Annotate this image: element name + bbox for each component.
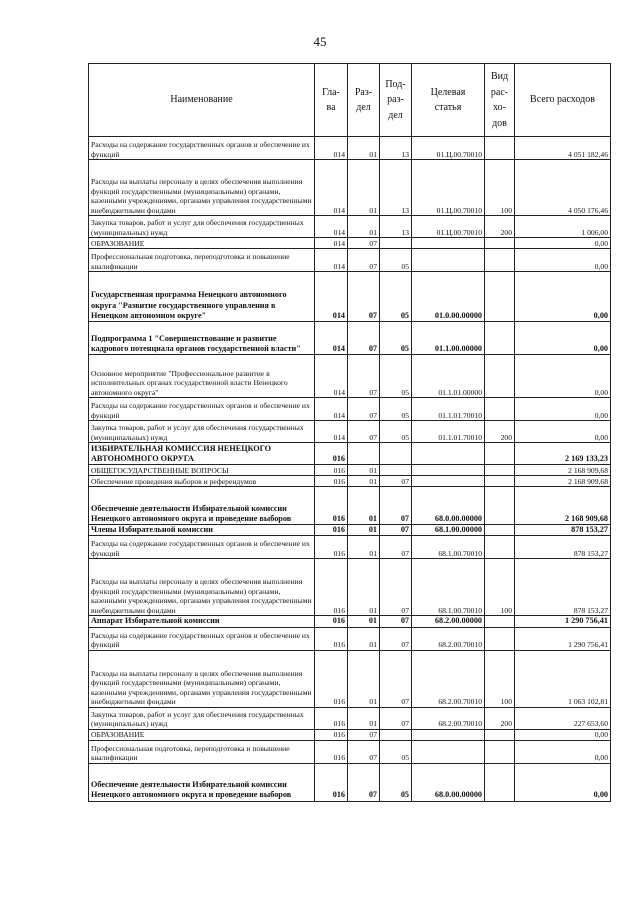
table-row <box>89 536 611 559</box>
row-total: 878 153,27 <box>515 559 611 616</box>
row-vid <box>485 627 515 650</box>
row-target <box>412 729 485 740</box>
row-razdel: 01 <box>348 536 380 559</box>
row-razdel: 07 <box>348 398 380 421</box>
row-razdel: 01 <box>348 487 380 525</box>
row-podrazdel: 13 <box>380 216 412 238</box>
row-podrazdel: 07 <box>380 627 412 650</box>
row-total: 878 153,27 <box>515 525 611 536</box>
row-target: 68.1.00.00000 <box>412 525 485 536</box>
table-row <box>89 525 611 536</box>
row-total: 1 006,00 <box>515 216 611 238</box>
row-razdel: 07 <box>348 740 380 763</box>
row-target: 68.0.00.00000 <box>412 487 485 525</box>
row-total: 0,00 <box>515 249 611 272</box>
row-total: 878 153,27 <box>515 536 611 559</box>
row-razdel: 01 <box>348 616 380 627</box>
row-vid <box>485 398 515 421</box>
row-glava: 014 <box>315 137 348 160</box>
table-row <box>89 322 611 355</box>
row-podrazdel: 05 <box>380 355 412 398</box>
table-row <box>89 249 611 272</box>
row-target: 01.1.01.00000 <box>412 355 485 398</box>
row-razdel: 01 <box>348 137 380 160</box>
table-row <box>89 443 611 465</box>
row-podrazdel <box>380 729 412 740</box>
row-vid <box>485 616 515 627</box>
table-row <box>89 763 611 801</box>
row-podrazdel: 13 <box>380 137 412 160</box>
row-target: 01.0.00.00000 <box>412 272 485 322</box>
row-total: 1 063 102,81 <box>515 650 611 707</box>
row-vid <box>485 536 515 559</box>
row-name: Расходы на содержание государственных органов и обеспечение их функций <box>89 137 315 160</box>
page-number: 45 <box>313 34 327 49</box>
row-podrazdel: 05 <box>380 322 412 355</box>
row-razdel: 07 <box>348 322 380 355</box>
row-glava: 016 <box>315 443 348 465</box>
budget-table <box>88 63 611 802</box>
row-total: 0,00 <box>515 322 611 355</box>
row-vid <box>485 740 515 763</box>
row-vid <box>485 465 515 476</box>
row-podrazdel <box>380 238 412 249</box>
row-glava: 016 <box>315 707 348 729</box>
row-glava: 016 <box>315 729 348 740</box>
row-razdel: 07 <box>348 238 380 249</box>
table-row <box>89 272 611 322</box>
row-name: Подпрограмма 1 "Совершенствование и развитие кадрового потенциала органов государственной власти" <box>89 322 315 355</box>
row-razdel: 07 <box>348 272 380 322</box>
row-name: Обеспечение деятельности Избирательной комиссии Ненецкого автономного округа и проведение выборов <box>89 487 315 525</box>
row-target: 68.0.00.00000 <box>412 763 485 801</box>
row-glava: 014 <box>315 238 348 249</box>
table-row <box>89 707 611 729</box>
table-row <box>89 398 611 421</box>
row-vid <box>485 322 515 355</box>
row-total: 2 168 909,68 <box>515 487 611 525</box>
row-target: 68.2.00.70010 <box>412 627 485 650</box>
table-row <box>89 238 611 249</box>
table-row <box>89 355 611 398</box>
row-total: 0,00 <box>515 398 611 421</box>
row-name: Расходы на содержание государственных органов и обеспечение их функций <box>89 627 315 650</box>
row-podrazdel: 05 <box>380 398 412 421</box>
row-total: 2 168 909,68 <box>515 476 611 487</box>
row-razdel: 01 <box>348 650 380 707</box>
row-name: Расходы на содержание государственных органов и обеспечение их функций <box>89 536 315 559</box>
row-glava: 016 <box>315 476 348 487</box>
row-target: 68.2.00.70010 <box>412 707 485 729</box>
row-podrazdel: 07 <box>380 650 412 707</box>
row-razdel: 07 <box>348 249 380 272</box>
row-name: ОБРАЗОВАНИЕ <box>89 729 315 740</box>
row-name: ОБЩЕГОСУДАРСТВЕННЫЕ ВОПРОСЫ <box>89 465 315 476</box>
row-glava: 014 <box>315 421 348 443</box>
row-target: 68.2.00.00000 <box>412 616 485 627</box>
row-podrazdel <box>380 443 412 465</box>
row-target <box>412 238 485 249</box>
row-razdel: 07 <box>348 763 380 801</box>
table-row <box>89 616 611 627</box>
row-target: 68.2.00.70010 <box>412 650 485 707</box>
header-target: Целевая статья <box>412 64 485 137</box>
row-target: 01.Ц.00.70010 <box>412 137 485 160</box>
row-total: 1 290 756,41 <box>515 627 611 650</box>
row-vid <box>485 763 515 801</box>
row-target: 01.1.01.70010 <box>412 421 485 443</box>
row-razdel: 01 <box>348 559 380 616</box>
row-name: Обеспечение деятельности Избирательной комиссии Ненецкого автономного округа и проведение выборов <box>89 763 315 801</box>
row-total: 0,00 <box>515 238 611 249</box>
row-vid <box>485 487 515 525</box>
table-row <box>89 729 611 740</box>
row-vid: 200 <box>485 216 515 238</box>
table-row <box>89 216 611 238</box>
table-row <box>89 650 611 707</box>
row-podrazdel: 07 <box>380 487 412 525</box>
row-target <box>412 465 485 476</box>
row-name: Государственная программа Ненецкого автономного округа "Развитие государственного управления в Ненецком автономном округе" <box>89 272 315 322</box>
header-razdel: Раз- дел <box>348 64 380 137</box>
row-target: 01.Ц.00.70010 <box>412 216 485 238</box>
header-total: Всего расходов <box>515 64 611 137</box>
row-vid <box>485 476 515 487</box>
row-name: ОБРАЗОВАНИЕ <box>89 238 315 249</box>
row-razdel: 01 <box>348 465 380 476</box>
row-total: 0,00 <box>515 272 611 322</box>
row-glava: 016 <box>315 525 348 536</box>
row-podrazdel: 13 <box>380 160 412 216</box>
row-podrazdel: 07 <box>380 707 412 729</box>
row-total: 4 050 176,46 <box>515 160 611 216</box>
table-header-row <box>89 64 611 137</box>
row-name: Обеспечение проведения выборов и референдумов <box>89 476 315 487</box>
row-glava: 016 <box>315 650 348 707</box>
row-vid <box>485 238 515 249</box>
row-podrazdel: 07 <box>380 525 412 536</box>
row-total: 0,00 <box>515 421 611 443</box>
row-vid <box>485 525 515 536</box>
row-glava: 014 <box>315 249 348 272</box>
row-glava: 016 <box>315 763 348 801</box>
row-glava: 016 <box>315 487 348 525</box>
row-podrazdel: 07 <box>380 559 412 616</box>
row-name: ИЗБИРАТЕЛЬНАЯ КОМИССИЯ НЕНЕЦКОГО АВТОНОМНОГО ОКРУГА <box>89 443 315 465</box>
row-razdel <box>348 443 380 465</box>
table-row <box>89 627 611 650</box>
row-target: 68.1.00.70010 <box>412 559 485 616</box>
row-razdel: 01 <box>348 160 380 216</box>
row-glava: 014 <box>315 355 348 398</box>
table-row <box>89 465 611 476</box>
row-podrazdel: 07 <box>380 536 412 559</box>
row-razdel: 07 <box>348 729 380 740</box>
table-row <box>89 137 611 160</box>
row-podrazdel: 07 <box>380 476 412 487</box>
row-vid: 100 <box>485 559 515 616</box>
row-razdel: 01 <box>348 707 380 729</box>
row-name: Члены Избирательной комиссии <box>89 525 315 536</box>
row-target: 01.Ц.00.70010 <box>412 160 485 216</box>
row-target: 01.1.00.00000 <box>412 322 485 355</box>
row-podrazdel: 05 <box>380 740 412 763</box>
row-name: Закупка товаров, работ и услуг для обеспечения государственных (муниципальных) нужд <box>89 216 315 238</box>
row-razdel: 01 <box>348 627 380 650</box>
row-podrazdel: 05 <box>380 421 412 443</box>
row-glava: 014 <box>315 398 348 421</box>
row-total: 227 653,60 <box>515 707 611 729</box>
row-name: Закупка товаров, работ и услуг для обеспечения государственных (муниципальных) нужд <box>89 421 315 443</box>
row-glava: 014 <box>315 160 348 216</box>
row-target: 68.1.00.70010 <box>412 536 485 559</box>
table-row <box>89 160 611 216</box>
row-total: 2 169 133,23 <box>515 443 611 465</box>
row-podrazdel: 05 <box>380 249 412 272</box>
row-name: Расходы на выплаты персоналу в целях обеспечения выполнения функций государственными (муниципальными) органами, казенными учреждениями, органами управления государственными внебюджетными фондами <box>89 559 315 616</box>
row-name: Расходы на содержание государственных органов и обеспечение их функций <box>89 398 315 421</box>
row-name: Расходы на выплаты персоналу в целях обеспечения выполнения функций государственными (муниципальными) органами, казенными учреждениями, органами управления государственными внебюджетными фондами <box>89 650 315 707</box>
row-vid <box>485 249 515 272</box>
row-glava: 014 <box>315 272 348 322</box>
row-total: 4 051 182,46 <box>515 137 611 160</box>
row-total: 0,00 <box>515 740 611 763</box>
row-glava: 016 <box>315 559 348 616</box>
row-total: 2 168 909,68 <box>515 465 611 476</box>
row-name: Закупка товаров, работ и услуг для обеспечения государственных (муниципальных) нужд <box>89 707 315 729</box>
row-podrazdel <box>380 465 412 476</box>
row-name: Аппарат Избирательной комиссии <box>89 616 315 627</box>
header-name: Наименование <box>89 64 315 137</box>
table-row <box>89 421 611 443</box>
row-razdel: 01 <box>348 216 380 238</box>
row-glava: 014 <box>315 322 348 355</box>
row-vid <box>485 272 515 322</box>
row-podrazdel: 05 <box>380 272 412 322</box>
row-glava: 016 <box>315 536 348 559</box>
row-name: Расходы на выплаты персоналу в целях обеспечения выполнения функций государственными (муниципальными) органами, казенными учреждениями, органами управления государственными внебюджетными фондами <box>89 160 315 216</box>
row-vid: 100 <box>485 650 515 707</box>
row-razdel: 01 <box>348 525 380 536</box>
row-total: 1 290 756,41 <box>515 616 611 627</box>
table-row <box>89 740 611 763</box>
row-razdel: 01 <box>348 476 380 487</box>
row-total: 0,00 <box>515 355 611 398</box>
row-total: 0,00 <box>515 763 611 801</box>
row-glava: 014 <box>315 216 348 238</box>
row-razdel: 07 <box>348 355 380 398</box>
row-total: 0,00 <box>515 729 611 740</box>
table-row <box>89 476 611 487</box>
header-podrazdel: Под- раз- дел <box>380 64 412 137</box>
row-podrazdel: 07 <box>380 616 412 627</box>
row-vid <box>485 355 515 398</box>
row-name: Профессиональная подготовка, переподготовка и повышение квалификации <box>89 249 315 272</box>
row-vid: 100 <box>485 160 515 216</box>
row-target <box>412 249 485 272</box>
row-glava: 016 <box>315 740 348 763</box>
row-vid <box>485 729 515 740</box>
table-body <box>89 137 611 802</box>
table-row <box>89 487 611 525</box>
row-target <box>412 476 485 487</box>
row-glava: 016 <box>315 627 348 650</box>
row-razdel: 07 <box>348 421 380 443</box>
row-vid: 200 <box>485 707 515 729</box>
row-podrazdel: 05 <box>380 763 412 801</box>
row-vid: 200 <box>485 421 515 443</box>
row-target <box>412 740 485 763</box>
header-vid: Вид рас- хо- дов <box>485 64 515 137</box>
header-glava: Гла- ва <box>315 64 348 137</box>
row-vid <box>485 137 515 160</box>
row-name: Профессиональная подготовка, переподготовка и повышение квалификации <box>89 740 315 763</box>
row-target <box>412 443 485 465</box>
row-target: 01.1.01.70010 <box>412 398 485 421</box>
table-row <box>89 559 611 616</box>
row-glava: 016 <box>315 465 348 476</box>
row-name: Основное мероприятие "Профессиональное развитие в исполнительных органах государственной власти Ненецкого автономного округа" <box>89 355 315 398</box>
row-glava: 016 <box>315 616 348 627</box>
row-vid <box>485 443 515 465</box>
